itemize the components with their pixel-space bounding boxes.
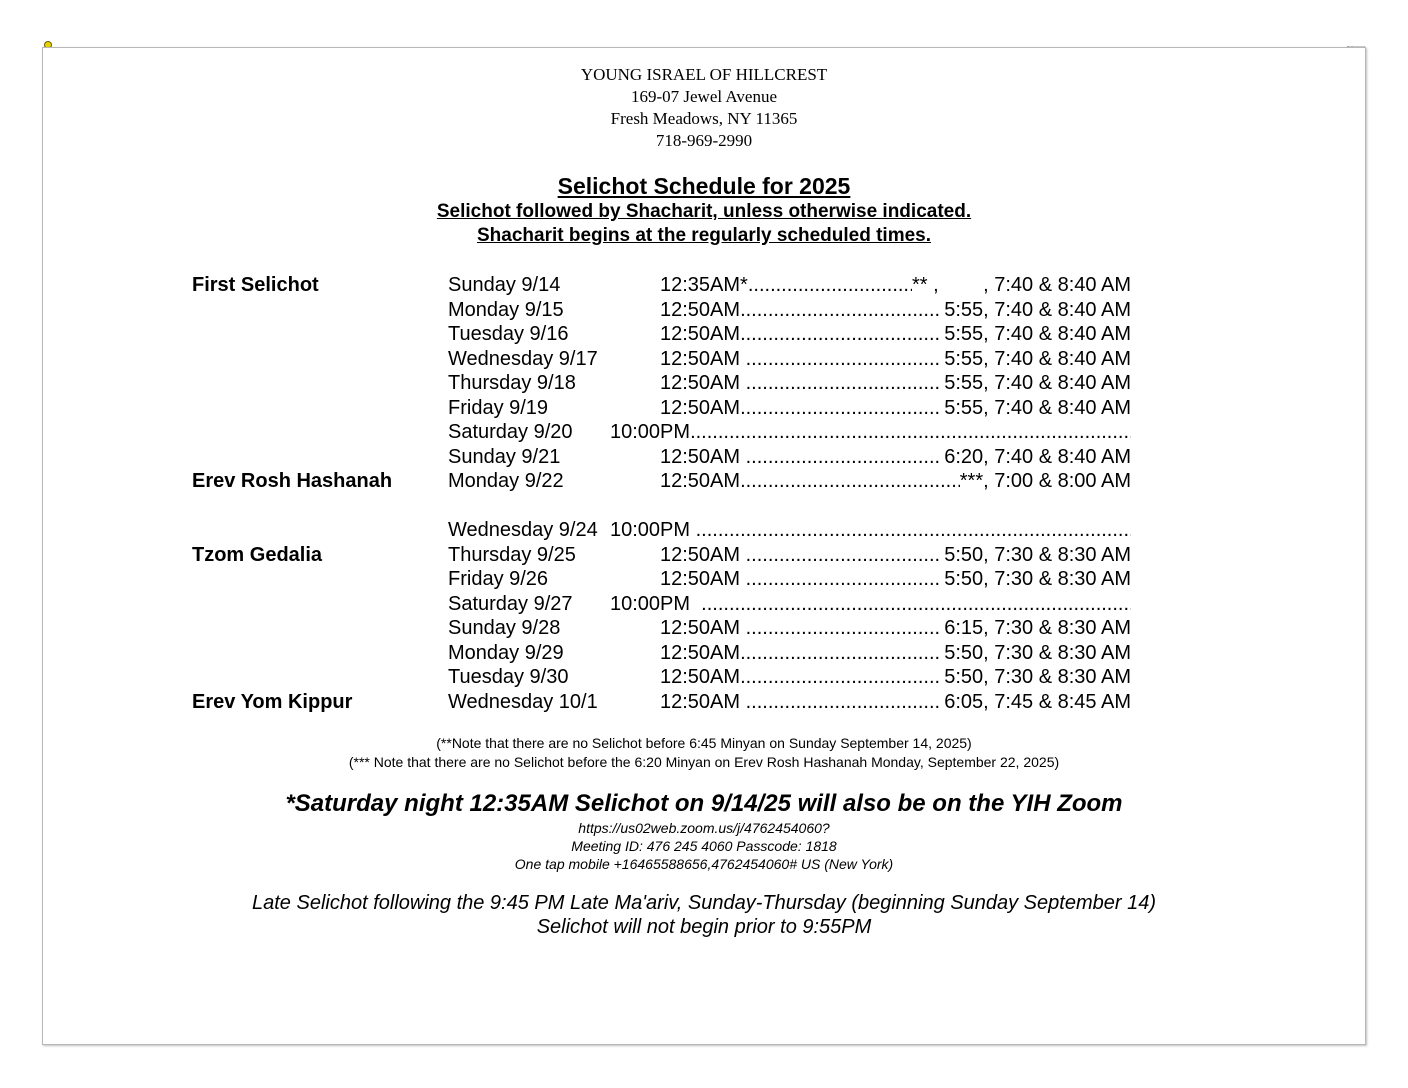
selichot-time: 12:50AM — [660, 617, 746, 639]
schedule-row — [0, 298, 1408, 323]
minyan-times: ***, 7:00 & 8:00 AM — [959, 470, 1131, 492]
dot-leader — [740, 665, 939, 690]
zoom-info — [0, 788, 1408, 873]
occasion-label: First Selichot — [192, 274, 319, 296]
schedule-row — [0, 592, 1408, 617]
selichot-time: 12:50AM — [660, 666, 741, 688]
dot-leader — [746, 567, 939, 592]
schedule-row — [0, 665, 1408, 690]
dot-leader — [746, 616, 939, 641]
day-date: Wednesday 9/24 — [448, 519, 598, 541]
dot-leader — [740, 469, 960, 494]
day-date: Monday 9/22 — [448, 470, 564, 492]
dot-leader — [740, 396, 939, 421]
schedule-row — [0, 616, 1408, 641]
subtitle-2: Shacharit begins at the regularly scheduled times. — [476, 225, 932, 246]
zoom-one-tap: One tap mobile +16465588656,4762454060# US (New York) — [514, 856, 894, 872]
address-line-1: 169-07 Jewel Avenue — [630, 87, 778, 106]
minyan-times: 5:55, 7:40 & 8:40 AM — [938, 372, 1131, 394]
dot-leader — [740, 322, 939, 347]
occasion-label: Tzom Gedalia — [192, 543, 323, 566]
selichot-time: 10:00PM — [610, 519, 696, 541]
schedule-row — [0, 469, 1408, 494]
schedule-row — [0, 420, 1408, 445]
page-title: Selichot Schedule for 2025 — [557, 173, 851, 199]
minyan-times: 6:15, 7:30 & 8:30 AM — [938, 617, 1131, 639]
minyan-times: 5:50, 7:30 & 8:30 AM — [938, 568, 1131, 590]
day-date: Tuesday 9/16 — [448, 323, 569, 345]
occasion-label: Erev Yom Kippur — [192, 690, 353, 713]
selichot-time: 12:35AM* — [660, 274, 748, 296]
day-date: Sunday 9/14 — [448, 274, 561, 296]
day-date: Saturday 9/20 — [448, 421, 573, 443]
dot-leader — [690, 420, 1131, 445]
day-date: Saturday 9/27 — [448, 592, 573, 615]
schedule-row — [0, 396, 1408, 421]
minyan-times: 6:20, 7:40 & 8:40 AM — [938, 445, 1131, 468]
selichot-time: 12:50AM — [660, 347, 746, 370]
dot-leader — [748, 273, 912, 298]
zoom-url[interactable]: https://us02web.zoom.us/j/4762454060? — [578, 820, 830, 836]
dot-leader — [701, 592, 1131, 617]
day-date: Thursday 9/18 — [448, 372, 576, 394]
dot-leader — [746, 543, 939, 568]
org-name: YOUNG ISRAEL OF HILLCREST — [580, 65, 828, 84]
minyan-times: 5:50, 7:30 & 8:30 AM — [938, 543, 1131, 566]
subtitle-1: Selichot followed by Shacharit, unless otherwise indicated. — [436, 201, 972, 222]
dot-leader — [746, 347, 939, 372]
dot-leader — [696, 518, 1131, 543]
schedule-table — [0, 273, 1408, 714]
zoom-meeting-id: Meeting ID: 476 245 4060 Passcode: 1818 — [571, 838, 837, 854]
zoom-headline: *Saturday night 12:35AM Selichot on 9/14/25 will also be on the YIH Zoom — [285, 790, 1123, 817]
minyan-times: 6:05, 7:45 & 8:45 AM — [938, 690, 1131, 713]
selichot-time: 12:50AM — [660, 372, 746, 394]
note-1: (**Note that there are no Selichot before 6:45 Minyan on Sunday September 14, 2025) — [436, 735, 972, 751]
minyan-times: 5:55, 7:40 & 8:40 AM — [938, 298, 1131, 321]
selichot-time: 10:00PM — [610, 592, 702, 615]
day-date: Sunday 9/21 — [448, 445, 561, 468]
minyan-times: 5:50, 7:30 & 8:30 AM — [938, 666, 1131, 688]
selichot-time: 12:50AM — [660, 690, 746, 713]
schedule-row — [0, 273, 1408, 298]
selichot-time: 12:50AM — [660, 396, 741, 419]
selichot-time: 12:50AM — [660, 323, 741, 345]
day-date: Friday 9/26 — [448, 568, 549, 590]
schedule-row — [0, 371, 1408, 396]
selichot-time: 12:50AM — [660, 470, 741, 492]
schedule-row — [0, 690, 1408, 715]
schedule-row — [0, 445, 1408, 470]
schedule-row — [0, 322, 1408, 347]
minyan-times: ** , , 7:40 & 8:40 AM — [911, 274, 1131, 296]
minyan-times: 5:55, 7:40 & 8:40 AM — [938, 323, 1131, 345]
day-date: Thursday 9/25 — [448, 543, 576, 566]
phone-number: 718-969-2990 — [655, 131, 753, 150]
late-line-1: Late Selichot following the 9:45 PM Late Ma'ariv, Sunday-Thursday (beginning Sunday September 14) — [252, 892, 1156, 914]
letterhead — [0, 64, 1408, 152]
selichot-time: 12:50AM — [660, 641, 741, 664]
schedule-row — [0, 347, 1408, 372]
minyan-times: 5:50, 7:30 & 8:30 AM — [938, 641, 1131, 664]
schedule-gap — [0, 494, 1408, 519]
dot-leader — [746, 371, 939, 396]
selichot-time: 12:50AM — [660, 445, 746, 468]
selichot-time: 10:00PM — [610, 421, 691, 443]
note-2: (*** Note that there are no Selichot before the 6:20 Minyan on Erev Rosh Hashanah Monday, September 22, 2025) — [348, 754, 1060, 770]
day-date: Sunday 9/28 — [448, 617, 561, 639]
day-date: Monday 9/15 — [448, 298, 564, 321]
day-date: Wednesday 10/1 — [448, 690, 598, 713]
day-date: Monday 9/29 — [448, 641, 564, 664]
minyan-times: 5:55, 7:40 & 8:40 AM — [938, 347, 1131, 370]
schedule-row — [0, 641, 1408, 666]
schedule-row — [0, 543, 1408, 568]
schedule-row — [0, 567, 1408, 592]
selichot-time: 12:50AM — [660, 543, 746, 566]
address-line-2: Fresh Meadows, NY 11365 — [610, 109, 798, 128]
selichot-time: 12:50AM — [660, 568, 746, 590]
dot-leader — [746, 445, 939, 470]
day-date: Tuesday 9/30 — [448, 666, 569, 688]
dot-leader — [746, 690, 939, 715]
minyan-times: 5:55, 7:40 & 8:40 AM — [938, 396, 1131, 419]
day-date: Wednesday 9/17 — [448, 347, 598, 370]
late-line-2: Selichot will not begin prior to 9:55PM — [536, 916, 872, 938]
notes — [0, 734, 1408, 772]
schedule-row — [0, 518, 1408, 543]
day-date: Friday 9/19 — [448, 396, 549, 419]
selichot-time: 12:50AM — [660, 298, 741, 321]
title-block — [0, 173, 1408, 248]
dot-leader — [740, 298, 939, 323]
late-selichot — [0, 891, 1408, 939]
dot-leader — [740, 641, 939, 666]
occasion-label: Erev Rosh Hashanah — [192, 470, 393, 492]
